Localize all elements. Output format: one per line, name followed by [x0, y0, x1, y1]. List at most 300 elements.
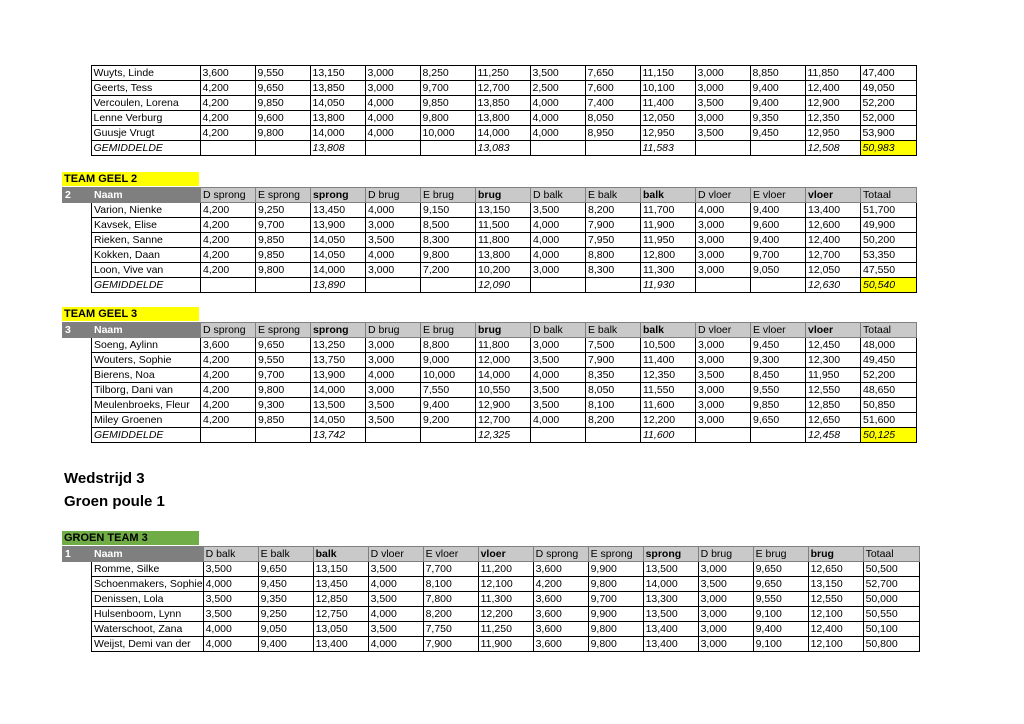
score-cell: 3,500: [203, 607, 258, 622]
score-cell: 8,200: [586, 413, 641, 428]
score-cell: 12,050: [806, 263, 861, 278]
index-spacer: [62, 111, 91, 126]
index-spacer: [63, 562, 92, 577]
score-cell: 3,000: [696, 263, 751, 278]
column-header: brug: [476, 188, 531, 203]
average-row: [63, 428, 917, 443]
score-cell: 4,200: [201, 413, 256, 428]
score-cell: 9,550: [751, 383, 806, 398]
column-header: E sprong: [256, 323, 311, 338]
column-header: Naam: [92, 323, 201, 338]
score-cell: 13,800: [310, 111, 365, 126]
score-cell: 4,000: [531, 218, 586, 233]
score-cell: 9,850: [255, 96, 310, 111]
score-cell: 4,000: [366, 368, 421, 383]
index-spacer: [63, 218, 92, 233]
gymnast-name: Weijst, Demi van der: [92, 637, 204, 652]
score-cell: 10,200: [476, 263, 531, 278]
table-row: [63, 218, 917, 233]
score-cell: 10,500: [641, 338, 696, 353]
score-cell: 50,850: [861, 398, 917, 413]
score-cell: 9,650: [258, 562, 313, 577]
score-cell: 3,500: [698, 577, 753, 592]
index-spacer: [63, 338, 92, 353]
column-header: Naam: [92, 547, 204, 562]
index-spacer: [63, 398, 92, 413]
score-cell: 3,000: [698, 592, 753, 607]
score-cell: 4,000: [368, 607, 423, 622]
score-cell: 3,000: [366, 263, 421, 278]
score-cell: 14,000: [310, 126, 365, 141]
score-cell: 7,950: [586, 233, 641, 248]
score-cell: 9,850: [256, 413, 311, 428]
column-header: Totaal: [863, 547, 919, 562]
score-cell: 8,300: [586, 263, 641, 278]
score-cell: [531, 278, 586, 293]
column-header: D balk: [203, 547, 258, 562]
score-cell: [696, 278, 751, 293]
score-cell: 4,200: [201, 233, 256, 248]
score-cell: 3,500: [695, 96, 750, 111]
score-cell: 11,400: [640, 96, 695, 111]
score-cell: 4,200: [200, 81, 255, 96]
score-cell: 9,850: [256, 248, 311, 263]
score-cell: 4,200: [533, 577, 588, 592]
score-cell: 3,000: [365, 66, 420, 81]
score-cell: 12,630: [806, 278, 861, 293]
score-cell: [586, 428, 641, 443]
column-header: balk: [641, 323, 696, 338]
score-cell: 51,700: [861, 203, 917, 218]
column-header: Totaal: [861, 188, 917, 203]
score-cell: 9,000: [421, 353, 476, 368]
score-cell: 4,000: [531, 413, 586, 428]
score-cell: 7,200: [421, 263, 476, 278]
score-cell: 48,650: [861, 383, 917, 398]
score-cell: 9,700: [256, 218, 311, 233]
score-cell: 9,700: [420, 81, 475, 96]
score-cell: 11,600: [641, 428, 696, 443]
gymnast-name: Geerts, Tess: [91, 81, 200, 96]
score-cell: 11,900: [641, 218, 696, 233]
score-cell: 3,000: [366, 338, 421, 353]
score-cell: 3,000: [531, 338, 586, 353]
score-cell: 7,400: [585, 96, 640, 111]
score-cell: 3,600: [533, 592, 588, 607]
score-cell: 12,100: [808, 637, 863, 652]
score-cell: 13,450: [311, 203, 366, 218]
score-cell: 14,050: [311, 233, 366, 248]
score-cell: 7,900: [586, 218, 641, 233]
score-cell: 3,500: [695, 126, 750, 141]
score-cell: 9,300: [751, 353, 806, 368]
gymnast-name: Kavsek, Elise: [92, 218, 201, 233]
gymnast-name: Loon, Vive van: [92, 263, 201, 278]
score-cell: 12,508: [805, 141, 860, 156]
score-cell: 13,083: [475, 141, 530, 156]
score-cell: [531, 428, 586, 443]
score-cell: 53,900: [860, 126, 916, 141]
score-cell: 13,250: [311, 338, 366, 353]
score-cell: 13,800: [476, 248, 531, 263]
index-spacer: [62, 66, 91, 81]
score-cell: 12,650: [808, 562, 863, 577]
column-header: sprong: [311, 188, 366, 203]
score-cell: 3,000: [696, 413, 751, 428]
table-header-row: [63, 323, 917, 338]
score-cell: 14,000: [311, 263, 366, 278]
score-cell: 9,550: [256, 353, 311, 368]
score-cell: 12,700: [806, 248, 861, 263]
top-team-table: [62, 65, 917, 156]
gymnast-name: Kokken, Daan: [92, 248, 201, 263]
score-cell: 11,850: [805, 66, 860, 81]
gymnast-name: Wouters, Sophie: [92, 353, 201, 368]
index-spacer: [63, 248, 92, 263]
gymnast-name: Hulsenboom, Lynn: [92, 607, 204, 622]
score-cell: 4,200: [201, 218, 256, 233]
score-cell: 3,500: [368, 562, 423, 577]
score-cell: 3,000: [696, 353, 751, 368]
score-cell: 7,600: [585, 81, 640, 96]
score-cell: 12,650: [806, 413, 861, 428]
score-cell: 8,350: [586, 368, 641, 383]
score-cell: 11,300: [478, 592, 533, 607]
score-cell: 9,250: [258, 607, 313, 622]
score-cell: 9,600: [751, 218, 806, 233]
score-cell: 3,500: [531, 203, 586, 218]
score-cell: 3,000: [696, 338, 751, 353]
column-header: E sprong: [588, 547, 643, 562]
gymnast-name: Soeng, Aylinn: [92, 338, 201, 353]
score-cell: 12,050: [640, 111, 695, 126]
column-header: sprong: [311, 323, 366, 338]
score-cell: 3,600: [533, 607, 588, 622]
score-cell: 47,550: [861, 263, 917, 278]
score-table: [62, 65, 917, 156]
score-cell: 11,700: [641, 203, 696, 218]
column-header: E vloer: [751, 188, 806, 203]
score-cell: 12,300: [806, 353, 861, 368]
score-cell: 9,450: [751, 338, 806, 353]
score-cell: 9,600: [255, 111, 310, 126]
score-cell: 9,650: [256, 338, 311, 353]
score-cell: 50,000: [863, 592, 919, 607]
score-cell: 9,550: [255, 66, 310, 81]
column-header: sprong: [643, 547, 698, 562]
score-cell: 50,100: [863, 622, 919, 637]
score-cell: 3,000: [365, 81, 420, 96]
score-cell: 8,450: [751, 368, 806, 383]
average-label: GEMIDDELDE: [92, 428, 201, 443]
score-cell: 12,850: [313, 592, 368, 607]
score-cell: 3,000: [698, 607, 753, 622]
score-cell: 13,500: [643, 607, 698, 622]
score-cell: 8,100: [423, 577, 478, 592]
table-row: [62, 126, 916, 141]
score-cell: 3,000: [698, 637, 753, 652]
score-cell: 8,800: [586, 248, 641, 263]
score-cell: [366, 428, 421, 443]
index-spacer: [62, 141, 91, 156]
score-cell: 4,000: [203, 577, 258, 592]
score-cell: 4,000: [530, 126, 585, 141]
score-cell: 12,200: [641, 413, 696, 428]
column-header: E vloer: [751, 323, 806, 338]
score-cell: 9,400: [258, 637, 313, 652]
column-header: balk: [641, 188, 696, 203]
score-cell: 12,700: [476, 413, 531, 428]
score-cell: 52,000: [860, 111, 916, 126]
team-geel-3-section: [62, 304, 917, 443]
score-cell: [420, 141, 475, 156]
score-cell: 3,600: [200, 66, 255, 81]
score-cell: 8,800: [421, 338, 476, 353]
index-spacer: [63, 428, 92, 443]
score-cell: 4,200: [200, 126, 255, 141]
score-cell: 12,400: [806, 233, 861, 248]
gymnast-name: Schoenmakers, Sophie: [92, 577, 204, 592]
score-cell: 9,850: [751, 398, 806, 413]
score-cell: 9,800: [255, 126, 310, 141]
gymnast-name: Denissen, Lola: [92, 592, 204, 607]
groen-team-3-section: [62, 528, 920, 652]
score-cell: 4,200: [201, 203, 256, 218]
score-cell: 3,500: [366, 398, 421, 413]
score-cell: 4,000: [531, 248, 586, 263]
score-cell: 13,150: [313, 562, 368, 577]
table-header-row: [63, 547, 920, 562]
average-label: GEMIDDELDE: [91, 141, 200, 156]
score-cell: 9,350: [750, 111, 805, 126]
column-header: E sprong: [256, 188, 311, 203]
score-cell: 11,950: [641, 233, 696, 248]
table-row: [62, 111, 916, 126]
score-cell: 4,200: [201, 263, 256, 278]
score-cell: 4,200: [200, 96, 255, 111]
score-table: [62, 322, 917, 443]
score-cell: 9,850: [256, 233, 311, 248]
column-header: vloer: [478, 547, 533, 562]
score-cell: 8,500: [421, 218, 476, 233]
score-cell: [585, 141, 640, 156]
table-row: [63, 413, 917, 428]
score-cell: 4,200: [201, 353, 256, 368]
table-row: [63, 248, 917, 263]
column-header: Totaal: [861, 323, 917, 338]
gymnast-name: Guusje Vrugt: [91, 126, 200, 141]
score-cell: 12,350: [805, 111, 860, 126]
score-cell: 13,150: [476, 203, 531, 218]
team-index: 1: [63, 547, 92, 562]
score-cell: 8,100: [586, 398, 641, 413]
team-geel-2-section: [62, 169, 917, 293]
score-cell: 8,050: [585, 111, 640, 126]
score-cell: 9,400: [753, 622, 808, 637]
score-cell: 8,300: [421, 233, 476, 248]
competition-heading: Wedstrijd 3: [64, 470, 145, 487]
score-cell: 9,100: [753, 637, 808, 652]
score-cell: 12,400: [808, 622, 863, 637]
score-cell: 50,550: [863, 607, 919, 622]
table-row: [62, 66, 916, 81]
score-cell: 12,700: [475, 81, 530, 96]
score-cell: 13,750: [311, 353, 366, 368]
score-cell: 12,325: [476, 428, 531, 443]
score-cell: [256, 278, 311, 293]
score-cell: 7,700: [423, 562, 478, 577]
score-cell: 14,000: [476, 368, 531, 383]
score-cell: 7,550: [421, 383, 476, 398]
score-table: [62, 546, 920, 652]
score-cell: 9,800: [588, 637, 643, 652]
score-cell: 11,300: [641, 263, 696, 278]
column-header: D sprong: [201, 323, 256, 338]
score-cell: 9,800: [588, 622, 643, 637]
column-header: D sprong: [533, 547, 588, 562]
score-cell: 3,000: [531, 263, 586, 278]
index-spacer: [63, 413, 92, 428]
team-index: 2: [63, 188, 92, 203]
team-title: GROEN TEAM 3: [62, 531, 199, 545]
score-cell: [365, 141, 420, 156]
score-cell: 4,200: [201, 383, 256, 398]
score-cell: 3,500: [366, 413, 421, 428]
score-cell: 8,200: [423, 607, 478, 622]
column-header: E brug: [753, 547, 808, 562]
index-spacer: [63, 263, 92, 278]
score-cell: 4,000: [203, 622, 258, 637]
column-header: D balk: [531, 188, 586, 203]
column-header: brug: [808, 547, 863, 562]
score-cell: [751, 428, 806, 443]
score-cell: [201, 278, 256, 293]
index-spacer: [62, 81, 91, 96]
score-cell: 14,000: [643, 577, 698, 592]
column-header: E balk: [258, 547, 313, 562]
score-cell: 13,150: [808, 577, 863, 592]
gymnast-name: Waterschoot, Zana: [92, 622, 204, 637]
score-cell: 3,000: [696, 233, 751, 248]
gymnast-name: Varion, Nienke: [92, 203, 201, 218]
score-cell: [751, 278, 806, 293]
score-cell: 52,700: [863, 577, 919, 592]
score-cell: 12,090: [476, 278, 531, 293]
score-cell: 3,600: [533, 562, 588, 577]
score-cell: [586, 278, 641, 293]
score-cell: 3,600: [533, 622, 588, 637]
score-cell: 11,500: [476, 218, 531, 233]
table-row: [62, 81, 916, 96]
score-cell: 4,200: [201, 398, 256, 413]
index-spacer: [63, 278, 92, 293]
score-cell: 9,850: [420, 96, 475, 111]
score-cell: 4,000: [203, 637, 258, 652]
score-cell: 13,300: [643, 592, 698, 607]
score-cell: 9,900: [588, 607, 643, 622]
index-spacer: [62, 126, 91, 141]
score-cell: 7,900: [423, 637, 478, 652]
score-cell: 13,900: [311, 218, 366, 233]
column-header: E brug: [421, 188, 476, 203]
score-cell: 8,950: [585, 126, 640, 141]
score-cell: 12,950: [805, 126, 860, 141]
table-row: [63, 353, 917, 368]
index-spacer: [62, 96, 91, 111]
score-cell: 13,400: [643, 622, 698, 637]
score-cell: 11,150: [640, 66, 695, 81]
table-row: [63, 233, 917, 248]
column-header: Naam: [92, 188, 201, 203]
score-cell: 9,400: [750, 81, 805, 96]
column-header: E brug: [421, 323, 476, 338]
table-row: [63, 592, 920, 607]
score-cell: 9,450: [750, 126, 805, 141]
score-cell: 9,350: [258, 592, 313, 607]
score-cell: 51,600: [861, 413, 917, 428]
score-cell: 11,930: [641, 278, 696, 293]
score-cell: 4,000: [365, 126, 420, 141]
table-row: [63, 368, 917, 383]
score-cell: 4,000: [365, 96, 420, 111]
index-spacer: [63, 368, 92, 383]
score-cell: [696, 428, 751, 443]
index-spacer: [63, 353, 92, 368]
score-cell: 3,600: [533, 637, 588, 652]
score-cell: 3,000: [696, 398, 751, 413]
score-cell: 11,400: [641, 353, 696, 368]
score-cell: 3,500: [530, 66, 585, 81]
table-row: [63, 577, 920, 592]
column-header: D vloer: [696, 188, 751, 203]
score-cell: 13,150: [310, 66, 365, 81]
score-cell: 47,400: [860, 66, 916, 81]
score-cell: 12,000: [476, 353, 531, 368]
score-cell: 52,200: [861, 368, 917, 383]
score-cell: 3,000: [696, 218, 751, 233]
score-cell: 8,050: [586, 383, 641, 398]
score-cell: 4,000: [530, 96, 585, 111]
score-cell: 3,500: [531, 383, 586, 398]
table-row: [63, 398, 917, 413]
gymnast-name: Miley Groenen: [92, 413, 201, 428]
gymnast-name: Wuyts, Linde: [91, 66, 200, 81]
score-cell: 4,200: [201, 248, 256, 263]
score-cell: [201, 428, 256, 443]
score-cell: [366, 278, 421, 293]
score-cell: 7,750: [423, 622, 478, 637]
score-cell: 9,800: [588, 577, 643, 592]
score-cell: 4,000: [531, 368, 586, 383]
score-cell: 12,950: [640, 126, 695, 141]
table-row: [63, 637, 920, 652]
score-cell: 14,050: [311, 248, 366, 263]
column-header: D brug: [698, 547, 753, 562]
score-cell: 9,300: [256, 398, 311, 413]
score-cell: 3,000: [695, 66, 750, 81]
score-cell: 3,000: [698, 562, 753, 577]
score-cell: 12,550: [806, 383, 861, 398]
score-cell: 49,450: [861, 353, 917, 368]
score-cell: 4,000: [366, 203, 421, 218]
score-cell: 10,000: [421, 368, 476, 383]
score-cell: 50,500: [863, 562, 919, 577]
score-cell: [421, 278, 476, 293]
table-row: [63, 203, 917, 218]
score-cell: 14,050: [311, 413, 366, 428]
index-spacer: [63, 577, 92, 592]
pool-heading: Groen poule 1: [64, 493, 165, 510]
